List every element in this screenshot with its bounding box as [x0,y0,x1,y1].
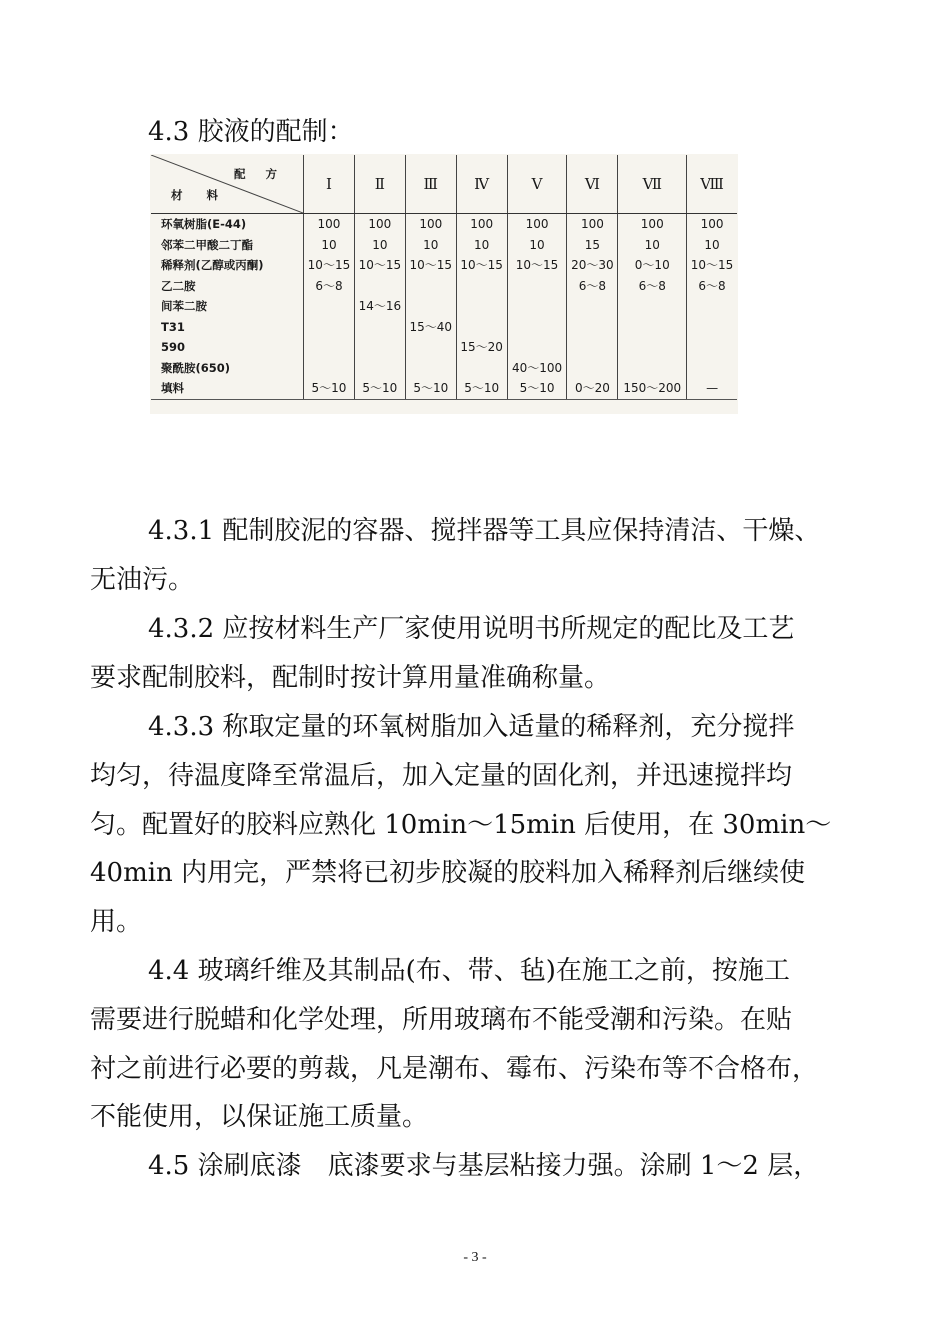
ratio-cell [618,337,687,358]
mix-ratio-table [151,155,737,400]
ratio-cell [618,296,687,317]
table-row [151,214,737,235]
ratio-cell [507,296,567,317]
ratio-cell [304,337,355,358]
mix-ratio-table-image [150,154,738,414]
paragraph-line: 不能使用，以保证施工质量。 [90,1102,429,1133]
ratio-cell: 5～10 [507,378,567,399]
ratio-cell: 10 [507,235,567,256]
ratio-cell: 5～10 [405,378,456,399]
paragraph-line: 4.3.1 配制胶泥的容器、搅拌器等工具应保持清洁、干燥、 [148,516,821,546]
ratio-cell [618,317,687,338]
ratio-cell: 100 [618,214,687,235]
ratio-cell [304,296,355,317]
paragraph [90,707,870,951]
ratio-cell [456,317,507,338]
material-name-cell: 稀释剂(乙醇或丙酮) [161,258,264,272]
ratio-cell: 100 [567,214,618,235]
ratio-cell [354,317,405,338]
ratio-cell [456,358,507,379]
paragraph-line: 4.5 涂刷底漆 底漆要求与基层粘接力强。涂刷 1～2 层， [148,1151,820,1181]
paragraph-line: 4.4 玻璃纤维及其制品(布、带、毡)在施工之前，按施工 [148,956,790,986]
ratio-cell [405,337,456,358]
ratio-cell [507,276,567,297]
ratio-cell: 40～100 [507,358,567,379]
ratio-cell [567,358,618,379]
table-row [151,317,737,338]
table-row [151,235,737,256]
material-name-cell: 590 [161,340,186,354]
ratio-cell: 10 [304,235,355,256]
ratio-cell: 0～20 [567,378,618,399]
ratio-cell: 100 [405,214,456,235]
column-header: Ⅳ [456,155,507,214]
ratio-cell: 100 [354,214,405,235]
table-row [151,276,737,297]
ratio-cell: 0～10 [618,255,687,276]
ratio-cell: — [687,378,737,399]
ratio-cell [618,358,687,379]
ratio-cell: 5～10 [456,378,507,399]
ratio-cell [687,358,737,379]
paragraph-line: 均匀，待温度降至常温后，加入定量的固化剂，并迅速搅拌均 [90,760,793,791]
column-header: Ⅱ [354,155,405,214]
paragraph-line: 用。 [90,907,143,938]
ratio-cell: 10～15 [405,255,456,276]
ratio-cell: 6～8 [687,276,737,297]
table-body [151,214,737,400]
material-name-cell: 环氧树脂(E-44) [161,217,247,231]
paragraph-line: 40min 内用完，严禁将已初步胶凝的胶料加入稀释剂后继续使 [90,858,806,889]
material-name-cell: 乙二胺 [161,278,196,293]
paragraph [90,511,870,609]
ratio-cell: 150～200 [618,378,687,399]
material-name-cell: 聚酰胺(650) [161,360,231,375]
ratio-cell [304,358,355,379]
ratio-cell: 10 [354,235,405,256]
ratio-cell: 100 [456,214,507,235]
paragraph [90,609,870,707]
paragraph-line: 无油污。 [90,564,195,595]
material-name-cell: 填料 [151,378,304,399]
ratio-cell [567,317,618,338]
ratio-cell: 100 [507,214,567,235]
section-heading: 4.3 胶液的配制： [148,117,354,147]
column-header: Ⅷ [687,155,737,214]
ratio-cell [354,358,405,379]
ratio-cell [507,317,567,338]
ratio-cell: 6～8 [618,276,687,297]
ratio-cell: 10～15 [456,255,507,276]
ratio-cell: 10～15 [304,255,355,276]
paragraph [90,951,870,1146]
ratio-cell [456,296,507,317]
paragraph-line: 匀。配置好的胶料应熟化 10min～15min 后使用，在 30min～ [90,809,832,840]
table-corner-cell [151,155,304,214]
ratio-cell: 100 [304,214,355,235]
ratio-cell: 100 [687,214,737,235]
table-row [151,337,737,358]
paragraph-line: 要求配制胶料，配制时按计算用量准确称量。 [90,662,611,693]
ratio-cell [567,337,618,358]
ratio-cell [507,337,567,358]
ratio-cell [567,296,618,317]
material-name-cell: T31 [161,319,185,334]
ratio-cell: 5～10 [304,378,355,399]
table-row [151,378,737,399]
column-header: Ⅴ [507,155,567,214]
corner-label-formula: 配 方 [233,167,285,181]
ratio-cell [354,337,405,358]
ratio-cell: 10～15 [687,255,737,276]
ratio-cell: 15 [567,235,618,256]
material-name-cell: 邻苯二甲酸二丁酯 [161,237,253,252]
ratio-cell: 6～8 [304,276,355,297]
column-header: Ⅲ [405,155,456,214]
table-row [151,296,737,317]
column-header: Ⅵ [567,155,618,214]
ratio-cell [687,337,737,358]
ratio-cell: 14～16 [354,296,405,317]
column-header: Ⅰ [304,155,355,214]
ratio-cell [405,276,456,297]
paragraph-line: 4.3.2 应按材料生产厂家使用说明书所规定的配比及工艺 [148,614,795,644]
ratio-cell: 10 [405,235,456,256]
ratio-cell [405,296,456,317]
column-header: Ⅶ [618,155,687,214]
ratio-cell [687,317,737,338]
table-row [151,358,737,379]
ratio-cell: 10 [618,235,687,256]
ratio-cell: 20～30 [567,255,618,276]
paragraph-line: 需要进行脱蜡和化学处理，所用玻璃布不能受潮和污染。在贴 [90,1004,793,1035]
ratio-cell [456,276,507,297]
table-row [151,255,737,276]
ratio-cell [687,296,737,317]
paragraph [90,1146,870,1195]
material-name-cell: 间苯二胺 [161,299,207,313]
ratio-cell: 10～15 [507,255,567,276]
ratio-cell: 10～15 [354,255,405,276]
ratio-cell [405,358,456,379]
ratio-cell [304,317,355,338]
ratio-cell: 6～8 [567,276,618,297]
ratio-cell: 15～20 [456,337,507,358]
ratio-cell: 15～40 [405,317,456,338]
ratio-cell: 5～10 [354,378,405,399]
ratio-cell: 10 [456,235,507,256]
paragraph-line: 衬之前进行必要的剪裁，凡是潮布、霉布、污染布等不合格布， [90,1053,819,1084]
ratio-cell: 10 [687,235,737,256]
corner-label-material: 材 料 [171,187,229,202]
table-header-row [151,155,737,214]
page-number: - 3 - [463,1250,487,1265]
ratio-cell [354,276,405,297]
paragraph-line: 4.3.3 称取定量的环氧树脂加入适量的稀释剂，充分搅拌 [148,712,795,742]
